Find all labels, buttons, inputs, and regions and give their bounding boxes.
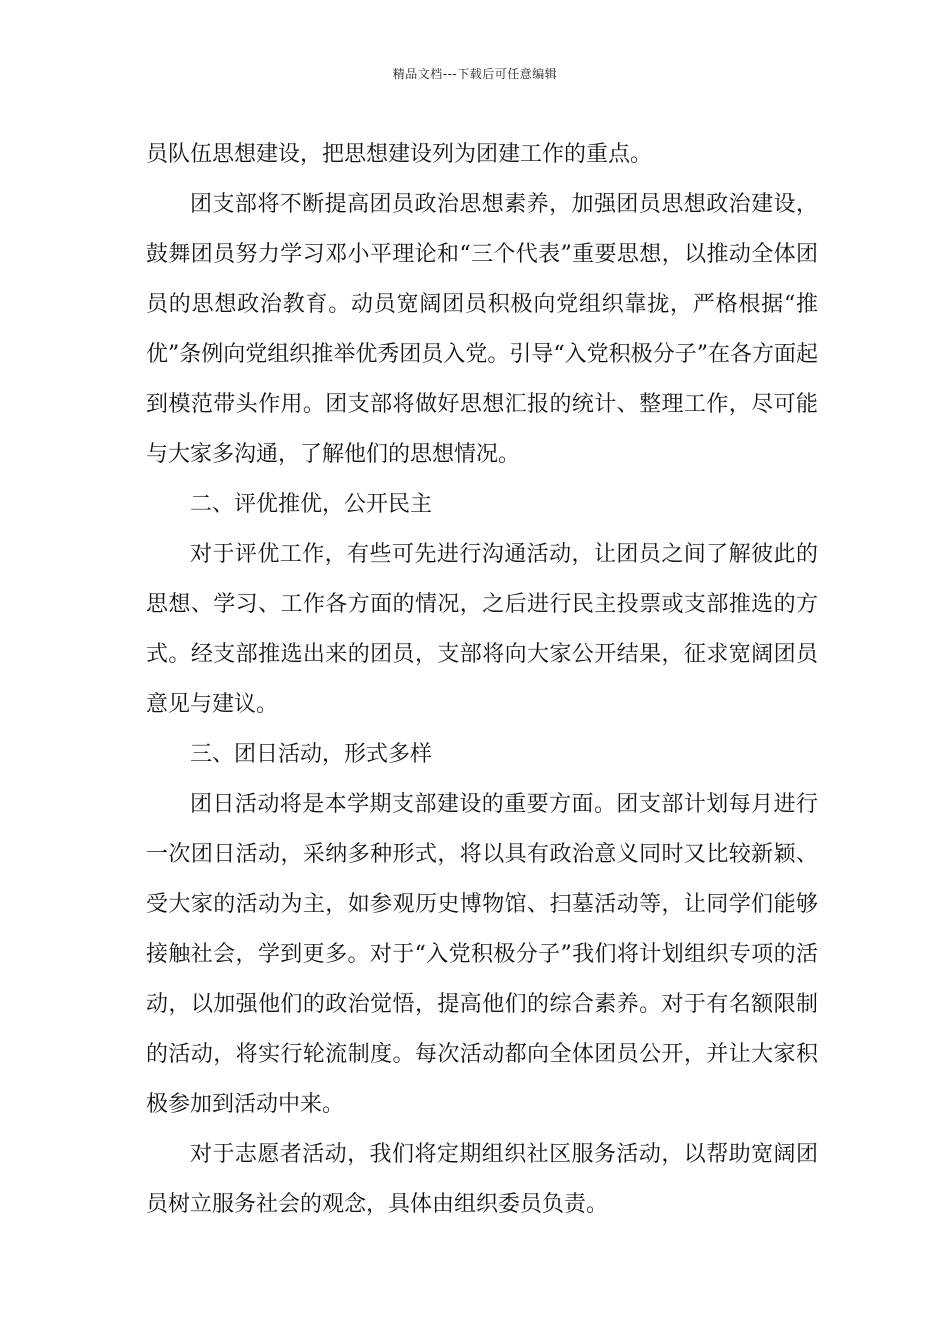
section-heading-league-day: 三、团日活动，形式多样 [190, 742, 433, 767]
document-body [146, 130, 818, 1230]
paragraph-evaluation: 对于评优工作，有些可先进行沟通活动，让团员之间了解彼此的思想、学习、工作各方面的情况，之后进行民主投票或支部推选的方式。经支部推选出来的团员，支部将向大家公开结果，征求宽阔团员意见与建议。 [146, 542, 818, 717]
paragraph-continuation: 员队伍思想建设，把思想建设列为团建工作的重点。 [146, 142, 653, 167]
paragraph-league-day: 团日活动将是本学期支部建设的重要方面。团支部计划每月进行一次团日活动，采纳多种形式，将以具有政治意义同时又比较新颖、受大家的活动为主，如参观历史博物馆、扫墓活动等，让同学们能够接触社会，学到更多。对于“入党积极分子”我们将计划组织专项的活动，以加强他们的政治觉悟，提高他们的综合素养。对于有名额限制的活动，将实行轮流制度。每次活动都向全体团员公开，并让大家积极参加到活动中来。 [146, 792, 818, 1117]
page-header: 精品文档---下载后可任意编辑 [392, 67, 558, 81]
section-heading-evaluation: 二、评优推优，公开民主 [190, 492, 433, 517]
paragraph-volunteer: 对于志愿者活动，我们将定期组织社区服务活动，以帮助宽阔团员树立服务社会的观念，具体由组织委员负责。 [146, 1142, 818, 1217]
paragraph-ideological-building: 团支部将不断提高团员政治思想素养，加强团员思想政治建设，鼓舞团员努力学习邓小平理论和“三个代表”重要思想，以推动全体团员的思想政治教育。动员宽阔团员积极向党组织靠拢，严格根据“推优”条例向党组织推举优秀团员入党。引导“入党积极分子”在各方面起到模范带头作用。团支部将做好思想汇报的统计、整理工作，尽可能与大家多沟通，了解他们的思想情况。 [146, 192, 818, 467]
